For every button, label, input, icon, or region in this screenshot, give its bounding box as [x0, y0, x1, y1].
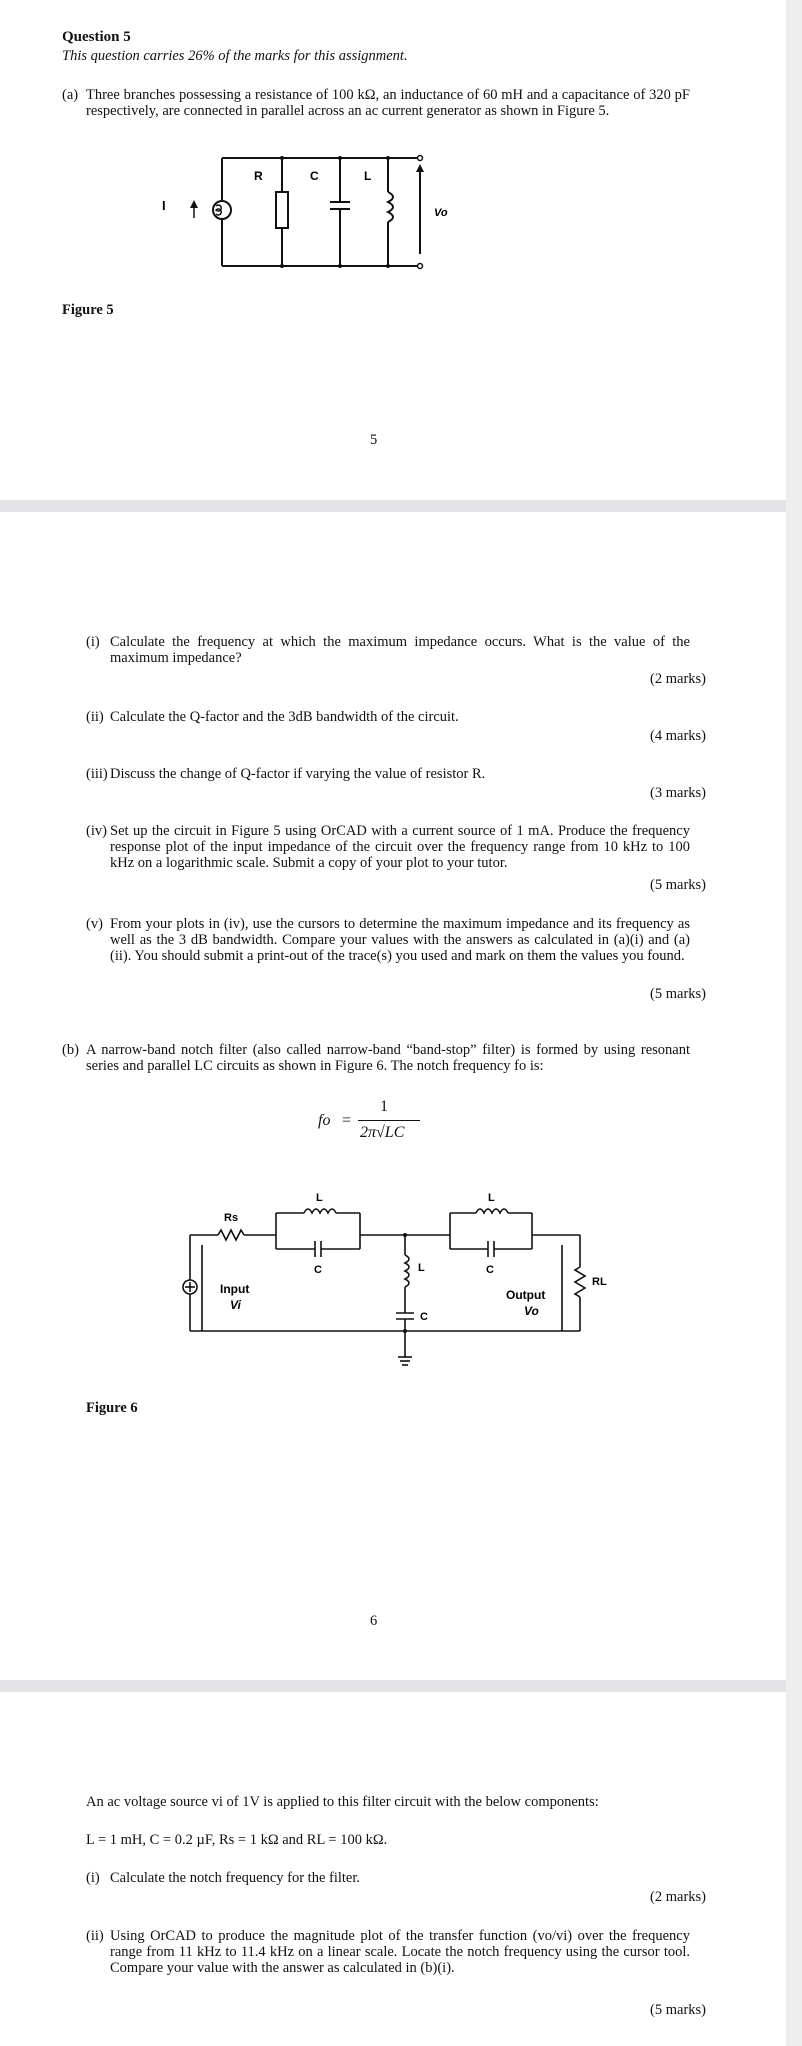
question-subheading: This question carries 26% of the marks for this assignment.	[62, 48, 408, 64]
fig6-label-rl: RL	[592, 1276, 607, 1288]
formula-bar	[358, 1120, 420, 1121]
page-number-6: 6	[370, 1613, 378, 1629]
notch-formula	[318, 1098, 438, 1148]
q-v-text: From your plots in (iv), use the cursors to determine the maximum impedance and its frequency as well as the 3 dB bandwidth. Compare your values with the answers as calculated in (a)(i) and (a)(ii). You should submit a print-out of the trace(s) you used and mark on them the values you found.	[110, 916, 690, 964]
figure-5-caption: Figure 5	[62, 302, 114, 318]
q-iii-marks: (3 marks)	[650, 785, 706, 801]
formula-lhs: fo	[318, 1112, 331, 1129]
q-ii-label: (ii)	[86, 709, 104, 725]
page3-components: L = 1 mH, C = 0.2 µF, Rs = 1 kΩ and RL = 100 kΩ.	[86, 1832, 388, 1848]
figure-6-circuit	[180, 1185, 610, 1380]
fig6-label-rs: Rs	[224, 1212, 239, 1224]
q3-i-text: Calculate the notch frequency for the filter.	[110, 1870, 361, 1886]
part-b-text: A narrow-band notch filter (also called narrow-band “band-stop” filter) is formed by using resonant series and parallel LC circuits as shown in Figure 6. The notch frequency fo is:	[86, 1042, 690, 1074]
q-iv-marks: (5 marks)	[650, 877, 706, 893]
q-iii-label: (iii)	[86, 766, 108, 782]
formula-denominator: 2π√LC	[360, 1124, 405, 1141]
fig6-label-c2: C	[420, 1311, 428, 1323]
question-heading: Question 5	[62, 29, 131, 45]
fig6-label-l3: L	[488, 1192, 495, 1204]
part-b-label: (b)	[62, 1042, 79, 1058]
figure-5-circuit	[150, 148, 448, 283]
q3-ii-text: Using OrCAD to produce the magnitude plot of the transfer function (vo/vi) over the frequency range from 11 kHz to 11.4 kHz on a linear scale. Locate the notch frequency using the cursor tool. Compare your value with the answer as calculated in (b)(i).	[110, 1928, 690, 1976]
fig6-label-c1: C	[314, 1264, 322, 1276]
formula-eq: =	[342, 1112, 352, 1129]
fig6-label-vi: Vi	[230, 1298, 241, 1312]
figure-6-caption: Figure 6	[86, 1400, 138, 1416]
fig6-label-input: Input	[220, 1282, 250, 1296]
fig5-label-vo: Vo	[434, 207, 448, 219]
page-gap	[0, 500, 802, 512]
fig5-label-l: L	[364, 169, 372, 183]
q-iv-text: Set up the circuit in Figure 5 using OrCAD with a current source of 1 mA. Produce the frequency response plot of the input impedance of the circuit over the frequency range from 10 kHz to 100 kHz on a logarithmic scale. Submit a copy of your plot to your tutor.	[110, 823, 690, 871]
fig5-label-c: C	[310, 169, 319, 183]
fig5-label-i: I	[162, 198, 166, 213]
q3-ii-marks: (5 marks)	[650, 2002, 706, 2018]
q-v-label: (v)	[86, 916, 103, 932]
q3-i-label: (i)	[86, 1870, 100, 1886]
page-number-5: 5	[370, 432, 378, 448]
formula-numerator: 1	[380, 1098, 388, 1115]
q-i-label: (i)	[86, 634, 100, 650]
q-iii-text: Discuss the change of Q-factor if varying the value of resistor R.	[110, 766, 486, 782]
q-i-text: Calculate the frequency at which the maximum impedance occurs. What is the value of the maximum impedance?	[110, 634, 690, 666]
fig6-label-output: Output	[506, 1288, 546, 1302]
q-ii-marks: (4 marks)	[650, 728, 706, 744]
q-v-marks: (5 marks)	[650, 986, 706, 1002]
q-ii-text: Calculate the Q-factor and the 3dB bandwidth of the circuit.	[110, 709, 459, 725]
part-a-label: (a)	[62, 87, 79, 103]
fig6-label-l2: L	[418, 1262, 425, 1274]
scrollbar-track[interactable]	[786, 0, 802, 2046]
q3-i-marks: (2 marks)	[650, 1889, 706, 1905]
fig6-label-c3: C	[486, 1264, 494, 1276]
q-i-marks: (2 marks)	[650, 671, 706, 687]
page3-intro: An ac voltage source vi of 1V is applied to this filter circuit with the below components:	[86, 1794, 599, 1810]
q-iv-label: (iv)	[86, 823, 107, 839]
page-3	[0, 1692, 786, 2046]
q3-ii-label: (ii)	[86, 1928, 104, 1944]
fig6-label-vo: Vo	[524, 1304, 539, 1318]
fig6-label-l1: L	[316, 1192, 323, 1204]
part-a-text: Three branches possessing a resistance of 100 kΩ, an inductance of 60 mH and a capacitance of 320 pF respectively, are connected in parallel across an ac current generator as shown in Figure 5.	[86, 87, 690, 119]
fig5-label-r: R	[254, 169, 263, 183]
page-gap	[0, 1680, 802, 1692]
